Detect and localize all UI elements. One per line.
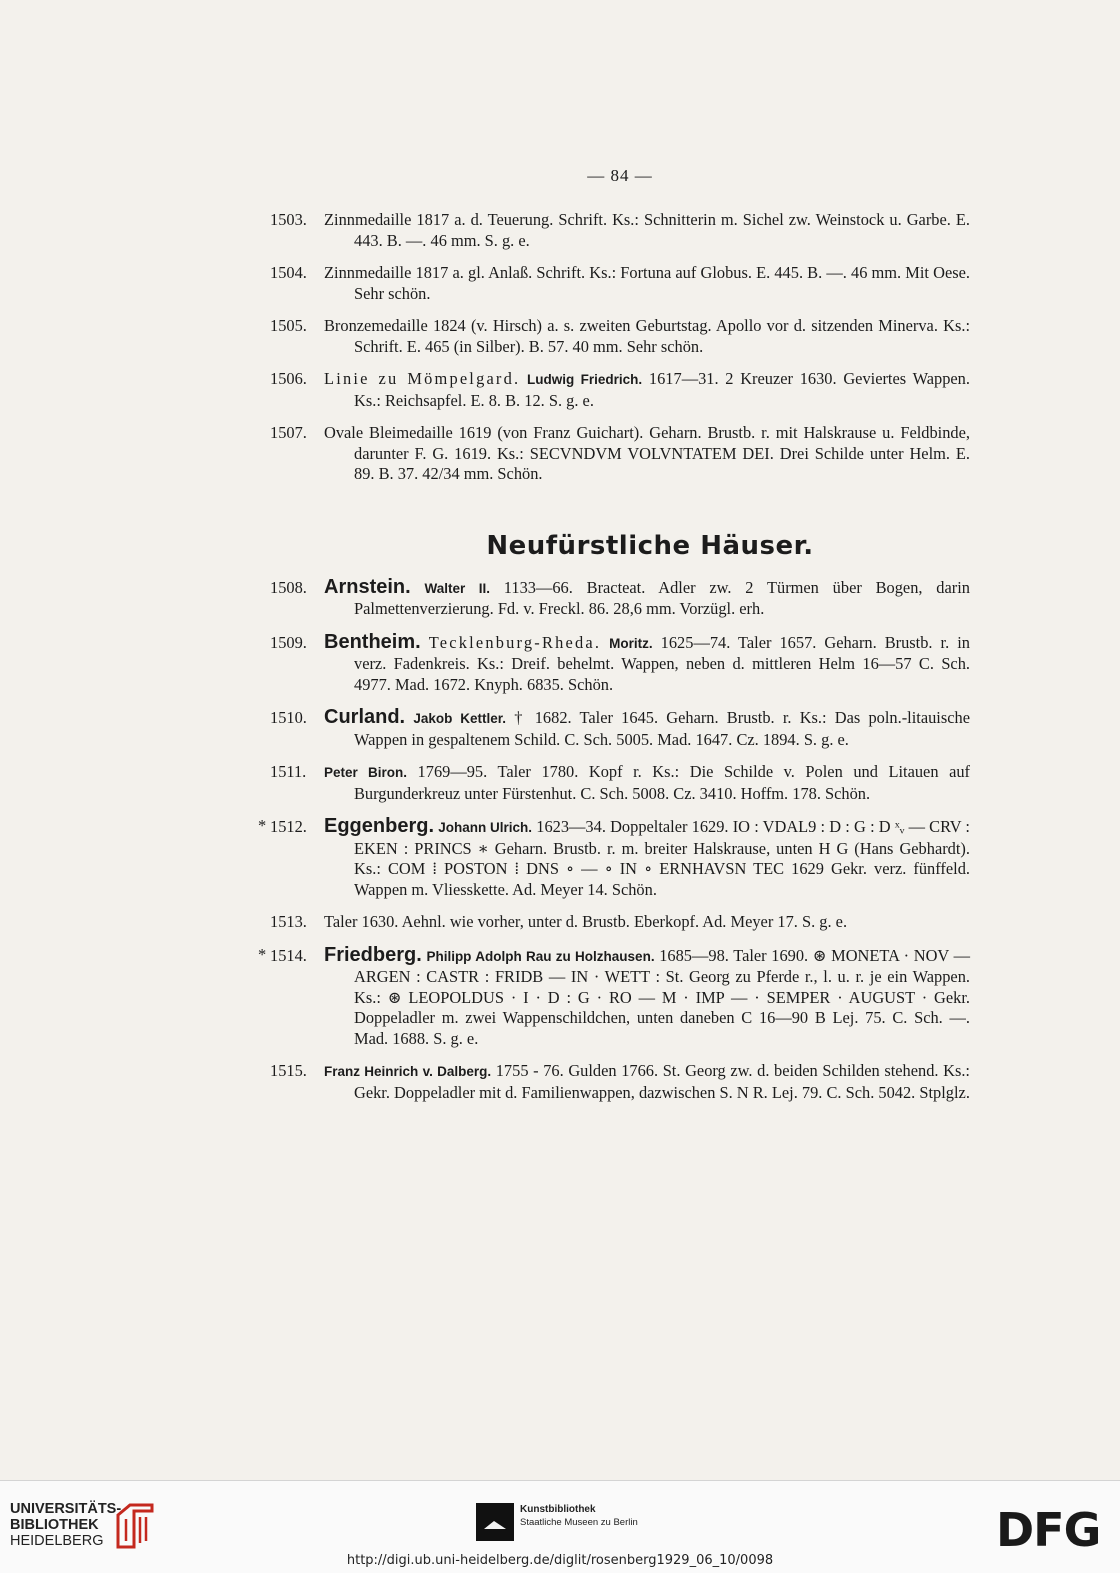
catalog-entry (270, 707, 970, 750)
entry-text: Zinnmedaille 1817 a. d. Teuerung. Schrift. Ks.: Schnitterin m. Sichel zw. Weinstock u. Garbe. E. 443. B. —. 46 mm. S. g. e. (324, 210, 970, 250)
catalog-entry (270, 912, 970, 933)
ub-line: BIBLIOTHEK (10, 1517, 99, 1533)
entry-ruler: Johann Ulrich. (438, 820, 533, 835)
entry-number: 1514. (270, 945, 307, 965)
entry-number: 1510. (270, 708, 307, 727)
entry-text: 1133—66. Bracteat. Adler zw. 2 Türmen über Bogen, darin Palmettenverzierung. Fd. v. Freckl. 86. 28,6 mm. Vorzügl. erh. (354, 577, 970, 618)
entry-number: 1505. (270, 316, 307, 335)
entry-place: Linie zu Mömpelgard. (324, 369, 521, 388)
entry-text: 1685—98. Taler 1690. ⊛ MONETA · NOV — ARGEN : CASTR : FRIDB — IN · WETT : St. Georg zu Pferde r., l. u. r. je ein Wappen. Ks.: ⊛ LEOPOLDUS · I · D : G · RO — M · IMP — · SEMPER · AUGUST · Gekr. Doppeladler m. zwei Wappenschildchen, unten daneben C 16—90 B Lej. 75. C. Sch. —. Mad. 1688. S. g. e. (354, 945, 970, 1048)
entry-star: * (258, 944, 267, 964)
entry-number: 1508. (270, 577, 307, 597)
kunstbibliothek-text (520, 1503, 638, 1529)
entry-house: Eggenberg. (324, 815, 435, 837)
entry-house: Arnstein. (324, 575, 411, 598)
entry-star: * (258, 816, 267, 835)
entry-text: Taler 1630. Aehnl. wie vorher, unter d. Brustb. Eberkopf. Ad. Meyer 17. S. g. e. (324, 912, 848, 931)
catalog-entry (270, 577, 970, 620)
dfg-logo[interactable]: DFG (996, 1503, 1101, 1557)
entry-text: 1617—31. 2 Kreuzer 1630. Geviertes Wappen. Ks.: Reichsapfel. E. 8. B. 12. S. g. e. (354, 369, 970, 410)
kunstbibliothek-logo-icon[interactable] (476, 1503, 514, 1541)
catalog-entry (270, 210, 970, 251)
section-title: Neufürstliche Häuser. (486, 530, 814, 561)
entry-text: 1625—74. Taler 1657. Geharn. Brustb. r. in verz. Fadenkreis. Ks.: Dreif. behelmt. Wappen, neben d. mittleren Helm 16—57 C. Sch. 4977. Mad. 1672. Knyph. 6835. Schön. (354, 632, 970, 694)
catalog-entry (270, 316, 970, 357)
entry-text: Zinnmedaille 1817 a. gl. Anlaß. Schrift. Ks.: Fortuna auf Globus. E. 445. B. —. 46 mm. Mit Oese. Sehr schön. (324, 263, 970, 303)
entry-number: 1503. (270, 210, 307, 229)
entry-text: 1755 - 76. Gulden 1766. St. Georg zw. d. beiden Schilden stehend. Ks.: Gekr. Doppeladler mit d. Familienwappen, dazwischen S. N R. Lej. 79. C. Sch. 5042. Stplglz. (354, 1061, 970, 1102)
kb-line: Staatliche Museen zu Berlin (520, 1517, 638, 1528)
entry-number: 1513. (270, 912, 307, 931)
kb-line: Kunstbibliothek (520, 1504, 596, 1515)
entry-number: 1509. (270, 632, 307, 652)
entry-house: Friedberg. (324, 943, 422, 966)
catalog-entry (270, 632, 970, 696)
entry-ruler: Philipp Adolph Rau zu Holzhausen. (426, 948, 655, 964)
entry-text: 1623—34. Doppeltaler 1629. IO : VDAL9 : D : G : D ˣᵥ — CRV : EKEN : PRINCS ∗ Geharn. Brustb. r. m. breiter Halskrause, unten H G (Hans Gebhardt). Ks.: COM ⁞ POSTON ⁞ DNS ∘ — ∘ IN ∘ ERNHAVSN TEC 1629 Gekr. verz. fünffeld. Wappen m. Vliesskette. Ad. Meyer 14. Schön. (354, 817, 970, 899)
entry-ruler: Ludwig Friedrich. (527, 372, 643, 387)
permalink-url[interactable]: http://digi.ub.uni-heidelberg.de/diglit/rosenberg1929_06_10/0098 (346, 1553, 774, 1568)
entry-ruler: Moritz. (609, 635, 653, 651)
ub-line: HEIDELBERG (10, 1533, 104, 1549)
catalog-entry (270, 369, 970, 411)
catalog-entry (270, 263, 970, 304)
entry-number: 1512. (270, 817, 307, 836)
catalog-entries (258, 210, 970, 1115)
catalog-entry (270, 423, 970, 485)
ub-line: UNIVERSITÄTS- (10, 1501, 122, 1517)
entry-text: Ovale Bleimedaille 1619 (von Franz Guichart). Geharn. Brustb. r. mit Halskrause u. Feldbinde, darunter F. G. 1619. Ks.: SECVNDVM VOLVNTATEM DEI. Drei Schilde unter Helm. E. 89. B. 37. 42/34 mm. Schön. (324, 423, 970, 483)
entry-number: 1504. (270, 263, 307, 282)
entry-ruler: Jakob Kettler. (413, 711, 506, 726)
entry-text: Bronzemedaille 1824 (v. Hirsch) a. s. zweiten Geburtstag. Apollo vor d. sitzenden Minerva. Ks.: Schrift. E. 465 (in Silber). B. 57. 40 mm. Sehr schön. (324, 316, 970, 356)
entry-ruler: Franz Heinrich v. Dalberg. (324, 1064, 492, 1079)
entry-ruler: Walter II. (424, 580, 490, 596)
entry-number: 1515. (270, 1061, 307, 1080)
catalog-entry (270, 762, 970, 804)
entry-number: 1506. (270, 369, 307, 388)
entry-text: † 1682. Taler 1645. Geharn. Brustb. r. Ks.: Das poln.-litauische Wappen in gespaltenem Schild. C. Sch. 5005. Mad. 1647. Cz. 1894. S. g. e. (354, 708, 970, 749)
ub-logo-icon[interactable] (112, 1497, 156, 1553)
entry-ruler: Peter Biron. (324, 765, 407, 780)
footer-bar (0, 1480, 1120, 1573)
entry-house: Curland. (324, 706, 406, 728)
entry-number: 1507. (270, 423, 307, 442)
entry-text: 1769—95. Taler 1780. Kopf r. Ks.: Die Schilde v. Polen und Litauen auf Burgunderkreuz unter Fürstenhut. C. Sch. 5008. Cz. 3410. Hoffm. 178. Schön. (354, 762, 970, 803)
ub-heidelberg-logo-text[interactable] (10, 1501, 121, 1549)
page-number: — 84 — (587, 166, 653, 185)
entry-number: 1511. (270, 762, 307, 781)
entry-house: Bentheim. (324, 630, 421, 653)
entry-place: Tecklenburg-Rheda. (428, 632, 602, 652)
catalog-entry (270, 1061, 970, 1103)
catalog-entry (258, 815, 970, 900)
catalog-entry (258, 943, 970, 1050)
